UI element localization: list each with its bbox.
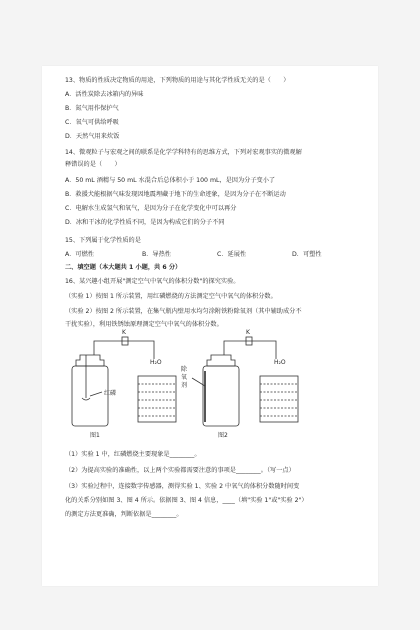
q16-sub3-line3: 的测定方法更准确，判断依据是________。 [65,511,183,518]
fig2-caption: 图2 [218,432,228,439]
q14-stem-line1: 14、微观粒子与宏观之间的联系是化学学科特有的思维方式，下列对宏观事实的微观解 [65,149,302,156]
fig2-bottle-body [203,366,239,426]
q15-stem: 15、下列属于化学性质的是 [65,237,141,244]
fig2-h2o-label: H₂O [274,359,286,366]
fig1-spoon [82,398,90,400]
fig2-k-label: K [246,329,250,336]
q15-option-b: B．导热性 [142,251,171,258]
apparatus-drawing [42,66,378,586]
q16-sub3-line2: 化的关系分别如图 3、图 4 所示。依据图 3、图 4 信息，____（填"实验 1"或"实验 2"） [65,497,308,504]
q14-option-a: A．50 mL 酒精与 50 mL 水混合后总体积小于 100 mL，是因为分子变小了 [65,177,276,184]
fig1-k-label: K [122,329,126,336]
q14-option-b: B．救援犬能根据气味发现因地震埋藏于地下的生命迹象，是因为分子在不断运动 [65,191,286,198]
q15-option-c: C．延展性 [217,251,247,258]
q16-experiment2-line2: 干扰实验），利用铁锈蚀原理测定空气中氧气的体积分数。 [65,321,223,328]
fig1-pointer [90,392,102,396]
q16-intro: 16、某兴趣小组开展"测定空气中氧气的体积分数"的探究实验。 [65,278,240,285]
q16-sub3-line1: （3）实验过程中，连接数字传感器，测得实验 1、实验 2 中氧气的体积分数随时间变 [65,483,300,490]
fig2-agent-label: 除氧剂 [181,366,188,389]
fig1-phosphorus-label: 红磷 [104,390,117,397]
q16-sub2: （2）为提高实验的准确性，以上两个实验都需要注意的事项是________。（写一点） [65,467,295,474]
q13-option-b: B．氮气用作保护气 [65,105,119,112]
fig1-beaker [138,376,176,422]
q14-stem-line2: 释错误的是（ ） [65,161,121,168]
q14-option-d: D．冰和干冰的化学性质不同，是因为构成它们的分子不同 [65,219,225,226]
q13-stem: 13、物质的性质决定物质的用途，下列物质的用途与其化学性质无关的是（ ） [65,77,290,84]
section-heading: 二、填空题（本大题共 1 小题，共 6 分） [65,264,182,271]
q15-option-a: A．可燃性 [65,251,94,258]
q13-option-d: D．天然气用来炊饭 [65,133,120,140]
fig1-h2o-label: H₂O [150,359,162,366]
q16-sub1: （1）实验 1 中，红磷燃烧主要现象是________。 [65,451,201,458]
q13-option-a: A．活性炭除去冰箱内的异味 [65,91,144,98]
fig1-bottle [76,355,104,366]
fig1-caption: 图1 [90,432,100,439]
q16-experiment2-line1: （实验 2）按图 2 所示装置，在集气瓶内壁用水均匀涂附铁粉除氧剂（其中辅助成分不 [65,308,302,315]
fig2-bottle-neck [207,355,235,366]
q13-option-c: C．氧气可供给呼吸 [65,119,119,126]
q15-option-d: D．可塑性 [292,251,322,258]
fig1-tube [94,341,154,359]
fig2-tube [224,341,276,359]
exam-page [42,66,378,586]
q14-option-c: C．电解水生成氢气和氧气，是因为分子在化学变化中可以再分 [65,205,237,212]
q16-experiment1: （实验 1）按图 1 所示装置，用红磷燃烧的方法测定空气中氧气的体积分数。 [65,293,277,300]
fig2-beaker [260,376,298,422]
